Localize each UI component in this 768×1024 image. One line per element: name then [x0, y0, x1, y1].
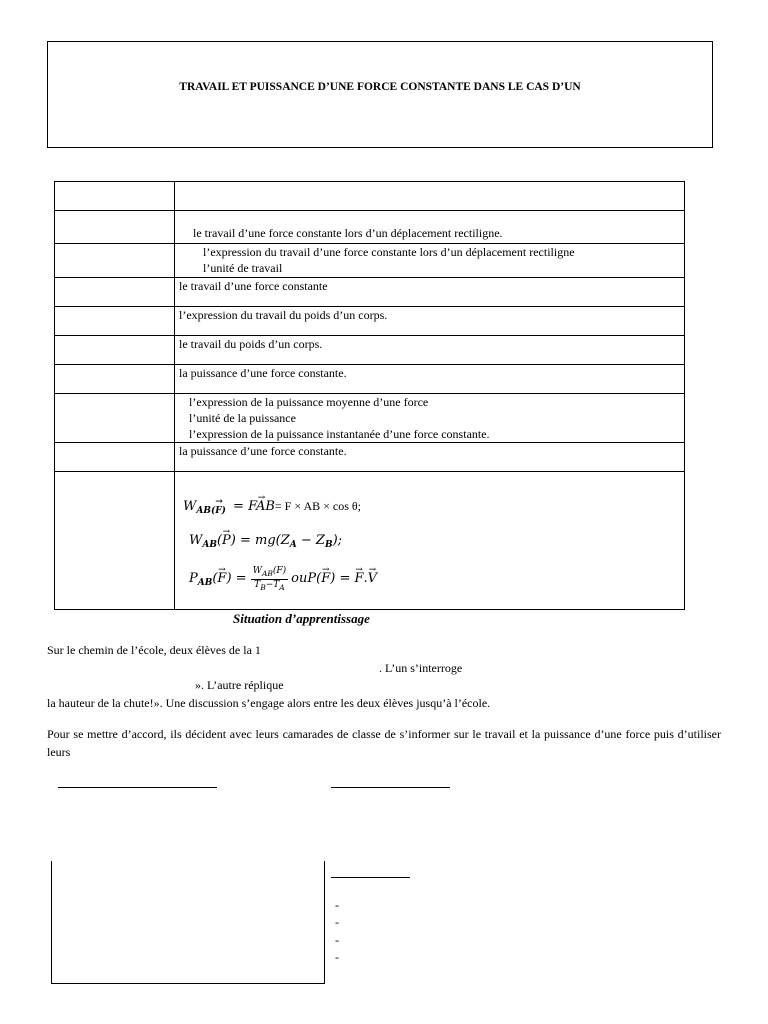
title-box [47, 41, 713, 148]
answer-line [331, 877, 410, 878]
answer-line [58, 787, 217, 788]
cell-text: l’expression du travail du poids d’un corps. [179, 308, 388, 322]
cell-text: la puissance d’une force constante. [179, 444, 347, 458]
table-cell-left [55, 443, 175, 472]
paragraph-line: la hauteur de la chute!». Une discussion s’engage alors entre les deux élèves jusqu’à l’école. [47, 696, 491, 710]
table-cell-right [175, 443, 685, 472]
list-dash: - [335, 915, 339, 929]
paragraph-line: ». L’autre réplique [195, 678, 284, 692]
situation-heading: Situation d’apprentissage [233, 611, 370, 626]
table-cell-left [55, 365, 175, 394]
paragraph-line: Sur le chemin de l’école, deux élèves de la 1 [47, 643, 261, 657]
table-cell-left [55, 244, 175, 278]
table-row [55, 443, 685, 472]
table-cell-right [175, 365, 685, 394]
table-row [55, 278, 685, 307]
table-cell-left [55, 336, 175, 365]
table-cell-right [175, 182, 685, 211]
table-cell-left [55, 278, 175, 307]
answer-line [331, 787, 450, 788]
table-cell-left [55, 211, 175, 244]
cell-text: l’unité de travail [203, 261, 283, 275]
table-row [55, 365, 685, 394]
cell-text: le travail du poids d’un corps. [179, 337, 323, 351]
table-cell-right [175, 211, 685, 244]
cell-text: le travail d’une force constante lors d’un déplacement rectiligne. [193, 226, 503, 240]
table-cell-right [175, 394, 685, 443]
cell-text: le travail d’une force constante [179, 279, 328, 293]
table-cell-left [55, 182, 175, 211]
list-dash: - [335, 950, 339, 964]
list-dash: - [335, 933, 339, 947]
table-row-formulas [55, 472, 685, 610]
table-row [55, 211, 685, 244]
document-title: TRAVAIL ET PUISSANCE D’UNE FORCE CONSTANTE DANS LE CAS D’UN [179, 81, 581, 93]
table-cell-right [175, 244, 685, 278]
objectives-table [54, 181, 685, 610]
paragraph-line: . L’un s’interroge [379, 661, 463, 675]
table-cell-left [55, 307, 175, 336]
empty-box [51, 861, 325, 984]
table-row [55, 244, 685, 278]
paragraph: Pour se mettre d’accord, ils décident avec leurs camarades de classe de s’informer sur le travail et la puissance d’une force puis d’utiliser leurs [47, 727, 721, 759]
table-cell-right [175, 278, 685, 307]
table-row [55, 307, 685, 336]
power-formula: $P_{AB}(\to F)$ = $\frac{W_{AB}(F)}{T_B-T_A}$ ouP(→ F) = → F.→ V [183, 566, 684, 593]
cell-text: l’expression de la puissance instantanée d’une force constante. [189, 427, 490, 441]
weight-work-formula: $W_{AB}(\to P) = mg(Z_A - Z_B)$; [183, 532, 684, 566]
formula-cell [175, 472, 685, 610]
cell-text: l’unité de la puissance [189, 411, 296, 425]
cell-text: l’expression du travail d’une force constante lors d’un déplacement rectiligne [203, 245, 575, 259]
work-formula: $W_{AB(\to F)}$ = → FAB= F × AB × cos θ; [183, 498, 684, 532]
table-row [55, 336, 685, 365]
table-cell-right [175, 336, 685, 365]
list-dash: - [335, 898, 339, 912]
table-row [55, 394, 685, 443]
cell-text: la puissance d’une force constante. [179, 366, 347, 380]
table-cell-left [55, 394, 175, 443]
table-row [55, 182, 685, 211]
work-formula-tail: = F × AB × cos θ; [274, 499, 361, 513]
table-cell-right [175, 307, 685, 336]
table-cell-left [55, 472, 175, 610]
cell-text: l’expression de la puissance moyenne d’une force [189, 395, 429, 409]
